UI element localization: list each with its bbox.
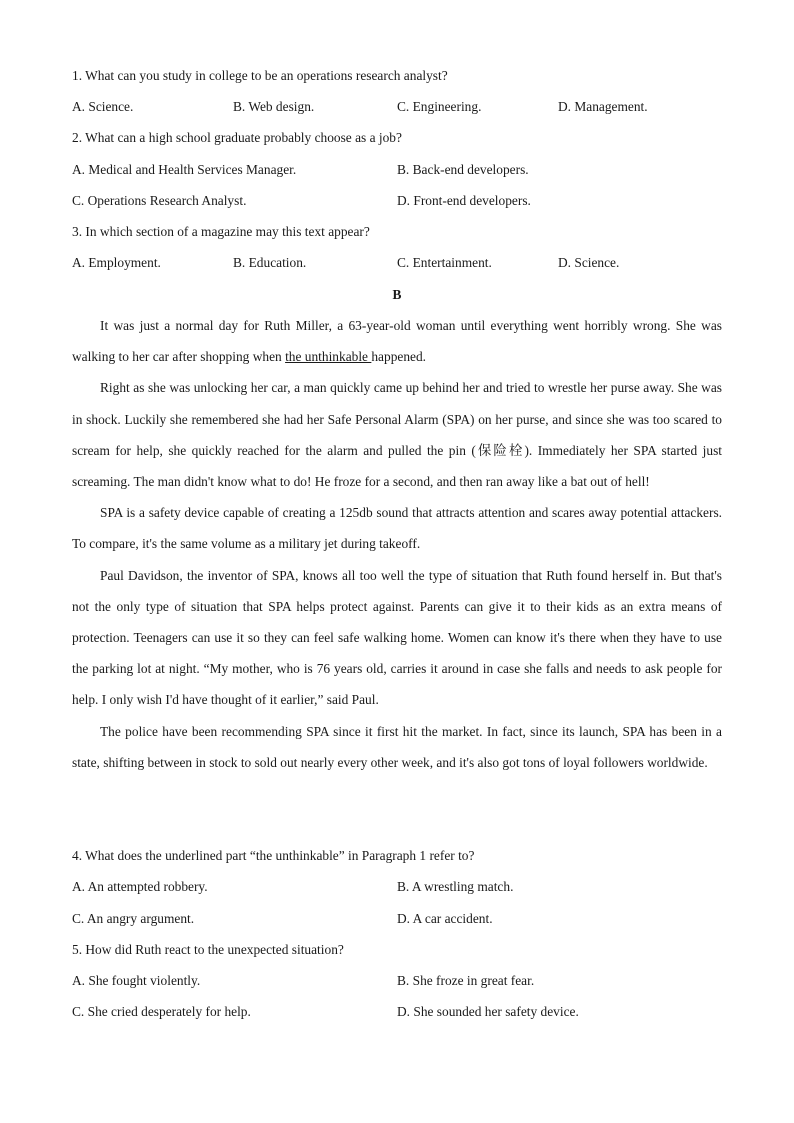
passage-paragraph-5: The police have been recommending SPA since it first hit the market. In fact, since its launch, SPA has been in a state, shifting between in stock to sold out nearly every other week, and it's also got tons of loyal followers worldwide.	[72, 723, 722, 770]
passage-paragraph-1	[72, 310, 722, 372]
p1-text-before: It was just a normal day for Ruth Miller, a 63-year-old woman until everything went horribly wrong. She was walking to her car after shopping when	[72, 318, 722, 365]
question-5-stem: 5. How did Ruth react to the unexpected situation?	[72, 942, 344, 957]
question-2-option-c: C. Operations Research Analyst.	[72, 193, 247, 208]
question-5-option-d: D. She sounded her safety device.	[397, 1004, 579, 1019]
question-4-stem: 4. What does the underlined part “the unthinkable” in Paragraph 1 refer to?	[72, 848, 475, 863]
question-3-option-d: D. Science.	[558, 255, 620, 270]
question-3-option-a: A. Employment.	[72, 255, 161, 270]
passage-paragraph-4: Paul Davidson, the inventor of SPA, knows all too well the type of situation that Ruth found herself in. But that's not the only type of situation that SPA helps protect against. Parents can give it to their kids as an extra means of protection. Teenagers can use it so they can feel safe walking home. Women can know it's there when they have to use the parking lot at night. “My mother, who is 76 years old, carries it around in case she falls and needs to ask people for help. I only wish I'd have thought of it earlier,” said Paul.	[72, 567, 722, 708]
question-5-option-b: B. She froze in great fear.	[397, 973, 535, 988]
question-3-option-c: C. Entertainment.	[397, 255, 492, 270]
section-heading: B	[392, 287, 402, 302]
passage-paragraph-2: Right as she was unlocking her car, a man quickly came up behind her and tried to wrestle her purse away. She was in shock. Luckily she remembered she had her Safe Personal Alarm (SPA) on her purse, and since she was too scared to scream for help, she quickly reached for the alarm and pulled the pin (保险栓). Immediately her SPA started just screaming. The man didn't know what to do! He froze for a second, and then ran away like a bat out of hell!	[72, 380, 722, 490]
question-2-option-d: D. Front-end developers.	[397, 193, 531, 208]
question-5-option-a: A. She fought violently.	[72, 973, 201, 988]
question-1-option-d: D. Management.	[558, 99, 648, 114]
question-3-option-b: B. Education.	[233, 255, 307, 270]
question-3-stem: 3. In which section of a magazine may this text appear?	[72, 224, 370, 239]
question-2-stem: 2. What can a high school graduate probably choose as a job?	[72, 130, 402, 145]
question-4-option-d: D. A car accident.	[397, 911, 493, 926]
question-1-stem: 1. What can you study in college to be an operations research analyst?	[72, 68, 448, 83]
question-1-option-b: B. Web design.	[233, 99, 315, 114]
question-2-option-b: B. Back-end developers.	[397, 162, 529, 177]
passage-paragraph-3: SPA is a safety device capable of creating a 125db sound that attracts attention and scares away potential attackers. To compare, it's the same volume as a military jet during takeoff.	[72, 505, 722, 552]
question-1-option-a: A. Science.	[72, 99, 134, 114]
underlined-phrase: the unthinkable	[285, 349, 372, 365]
question-2-option-a: A. Medical and Health Services Manager.	[72, 162, 297, 177]
question-1-option-c: C. Engineering.	[397, 99, 482, 114]
question-4-option-c: C. An angry argument.	[72, 911, 195, 926]
passage	[72, 310, 722, 778]
question-4-option-a: A. An attempted robbery.	[72, 879, 208, 894]
question-5-option-c: C. She cried desperately for help.	[72, 1004, 251, 1019]
p1-text-after: happened.	[371, 349, 427, 365]
question-4-option-b: B. A wrestling match.	[397, 879, 514, 894]
